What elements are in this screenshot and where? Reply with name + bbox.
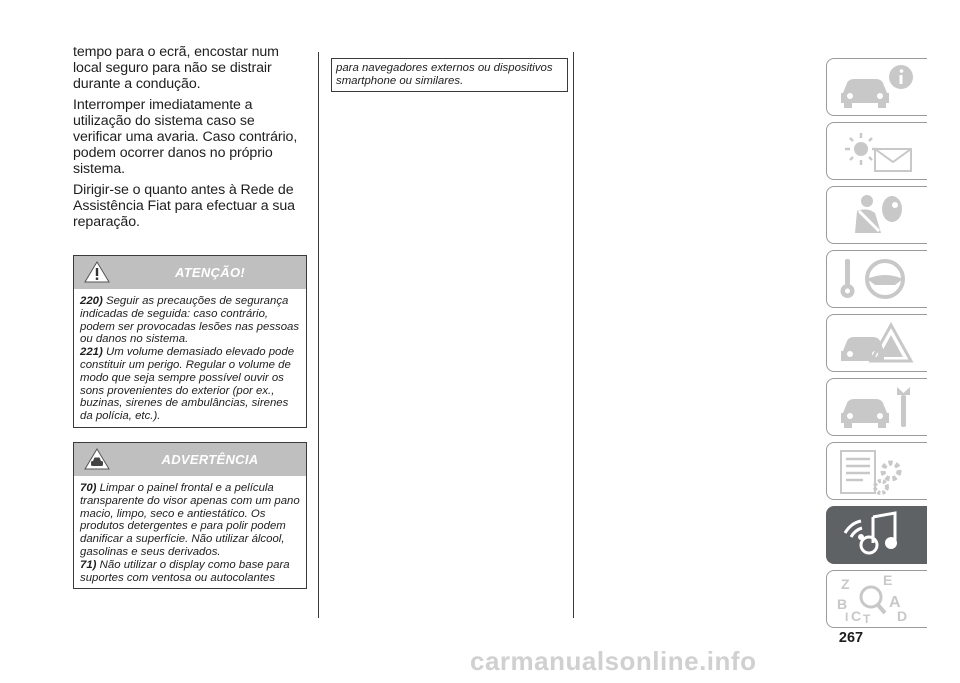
svg-text:I: I (845, 610, 849, 623)
left-column (73, 44, 307, 589)
svg-text:E: E (883, 575, 893, 588)
item-text: Um volume demasiado elevado pode constituir um perigo. Regular o volume de modo que seja sempre possível ouvir os sons provenientes do exterior (por ex., buzinas, sirenes de ambulâncias, sirenes da polícia, etc.). (80, 346, 295, 423)
svg-text:B: B (837, 596, 848, 612)
item-number: 70) (80, 481, 97, 494)
tab-multimedia[interactable] (826, 506, 927, 564)
warning-box-header (74, 256, 306, 289)
warning-lights-icon (837, 127, 917, 175)
svg-text:Z: Z (841, 576, 850, 592)
continued-note-box (331, 58, 568, 92)
warning-box (73, 255, 307, 428)
tab-emergency[interactable] (826, 314, 927, 372)
tab-starting-driving[interactable] (826, 250, 927, 308)
alphabetical-index-icon (837, 575, 917, 623)
steering-wheel-key-icon (837, 255, 917, 303)
technical-data-icon (837, 447, 917, 495)
continued-note-text: para navegadores externos ou dispositivos smartphone ou similares. (336, 62, 553, 87)
caution-item (80, 559, 300, 585)
item-text: Seguir as precauções de segurança indicadas de seguida: caso contrário, podem ser provocadas lesões nas pessoas ou danos no sistema. (80, 295, 300, 346)
car-service-icon (837, 383, 917, 431)
warning-box-title: ATENÇÃO! (174, 265, 246, 280)
svg-text:D: D (897, 608, 908, 623)
item-number: 220) (80, 295, 103, 307)
warning-item (80, 346, 300, 423)
chapter-tabs (826, 58, 928, 634)
svg-text:C: C (851, 608, 862, 623)
paragraph: Dirigir-se o quanto antes à Rede de Assistência Fiat para efectuar a sua reparação. (73, 182, 295, 230)
svg-text:T: T (863, 612, 871, 623)
paragraph: Interromper imediatamente a utilização do sistema caso se verificar uma avaria. Caso contrário, podem ocorrer danos no próprio sistema. (73, 97, 298, 177)
caution-box-title: ADVERTÊNCIA (161, 451, 259, 467)
item-text: Limpar o painel frontal e a película transparente do visor apenas com um pano macio, limpo, seco e antiestático. Os produtos detergentes e para polir podem danificar a superfície. Não utilizar álcool, gasolinas e seus derivados. (80, 481, 300, 558)
road-emergency-icon (837, 319, 917, 367)
multimedia-icon (837, 511, 917, 559)
tab-warning-lights[interactable] (826, 122, 927, 180)
svg-text:A: A (889, 594, 901, 611)
car-info-icon (837, 63, 917, 111)
warning-triangle-icon (84, 261, 110, 283)
watermark: carmanualsonline.info (470, 646, 757, 676)
tab-index[interactable] (826, 570, 927, 628)
tab-technical-data[interactable] (826, 442, 927, 500)
tab-safety[interactable] (826, 186, 927, 244)
column-divider (573, 52, 574, 618)
tab-car-info[interactable] (826, 58, 927, 116)
seatbelt-airbag-icon (837, 191, 917, 239)
caution-box-body (74, 476, 306, 588)
warning-item (80, 295, 300, 346)
caution-item (80, 482, 300, 559)
car-warning-icon (84, 448, 110, 470)
page-number: 267 (838, 630, 864, 646)
caution-box (73, 442, 307, 589)
column-divider (318, 52, 319, 618)
paragraph: tempo para o ecrã, encostar num local seguro para não se distrair durante a condução. (73, 44, 279, 92)
item-number: 221) (80, 346, 103, 359)
item-text: Não utilizar o display como base para suportes com ventosa ou autocolantes (80, 558, 290, 584)
warning-box-body (74, 289, 306, 427)
tab-maintenance[interactable] (826, 378, 927, 436)
caution-box-header (74, 443, 306, 476)
item-number: 71) (80, 558, 97, 571)
